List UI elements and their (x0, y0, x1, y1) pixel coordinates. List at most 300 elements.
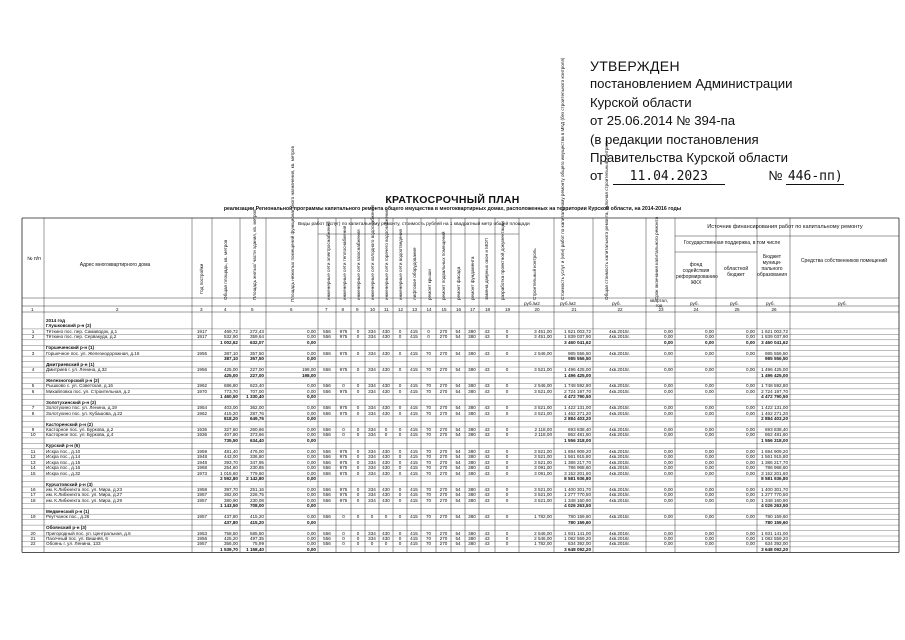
table-cell: 2 546,00 (534, 530, 552, 536)
table-cell: 270 (439, 448, 448, 454)
table-cell: 0 (356, 328, 360, 334)
table-cell: 1 400 301,70 (761, 486, 788, 492)
table-cell: 270 (439, 454, 448, 460)
table-cell: Рышково с. ул. Советская, д.16 (46, 383, 113, 389)
table-cell: 0 (356, 410, 360, 416)
table-cell: 430 (382, 334, 390, 340)
table-cell: 54 (455, 388, 461, 394)
table-cell: 4кв.2016г. (609, 541, 630, 547)
table-cell: 380 (468, 541, 476, 547)
table-cell: 0 (398, 432, 402, 438)
table-cell: 0 (342, 536, 345, 541)
table-cell: 0,00 (307, 541, 316, 547)
table-cell: 407,90 (223, 432, 238, 438)
table-cell: 1 748 592,80 (564, 383, 591, 389)
table-cell: 54 (455, 541, 461, 547)
table-cell: 0,00 (664, 328, 673, 334)
table-cell: 270 (439, 328, 448, 334)
table-cell: 21 (30, 536, 36, 541)
table-cell: 380 (468, 432, 476, 438)
group-row: Золотухинский р-н (2) (46, 399, 97, 405)
table-cell: 430 (382, 350, 390, 356)
table-cell: 556 (323, 536, 331, 541)
table-cell: 0,00 (307, 470, 316, 476)
table-cell: 556 (323, 465, 331, 471)
table-cell: 270 (439, 427, 448, 432)
table-cell: 0,00 (705, 328, 714, 334)
subtotal-cell: 3 648 092,20 (564, 546, 591, 552)
table-cell: 393,70 (223, 459, 238, 465)
table-cell: 0,00 (746, 497, 755, 503)
table-cell: 0 (398, 465, 402, 471)
table-cell: 862 481,60 (765, 432, 788, 438)
table-cell: 0 (505, 514, 509, 520)
table-cell: 4кв.2015г. (609, 514, 630, 520)
table-cell: 22 (30, 541, 36, 547)
subtotal-cell: 0,00 (307, 394, 316, 400)
table-cell: 415 (410, 454, 418, 460)
table-cell: 415 (410, 465, 418, 471)
column-number: 9 (356, 306, 359, 312)
table-cell: 4кв.2015г. (609, 497, 630, 503)
table-cell: 18 (30, 497, 36, 503)
table-cell: 0,00 (664, 459, 673, 465)
table-cell: 0,00 (664, 536, 673, 541)
subtotal-cell: 1 330,40 (246, 394, 264, 400)
table-cell: 758,50 (223, 530, 238, 536)
table-cell: 0 (342, 432, 345, 438)
table-cell: 707,00 (249, 388, 264, 394)
table-cell: 1917 (196, 328, 208, 334)
subtotal-cell: 2 884 403,20 (564, 416, 591, 422)
table-cell: 779,60 (249, 470, 264, 476)
table-cell: 0 (505, 465, 509, 471)
table-cell: 975 (339, 454, 348, 460)
table-cell: 43 (484, 492, 490, 498)
table-cell: 0,00 (307, 536, 316, 541)
table-cell: 430 (382, 459, 390, 465)
table-cell: 270 (439, 432, 448, 438)
table-cell: 382,00 (223, 492, 238, 498)
table-cell: 0,00 (705, 432, 714, 438)
table-cell: 380 (468, 334, 476, 340)
table-cell: 4кв.2015г. (609, 465, 630, 471)
table-cell: 1 839 037,90 (761, 334, 788, 340)
table-cell: 54 (455, 383, 461, 389)
table-cell: 430 (382, 448, 390, 454)
table-cell: 1936 (196, 427, 208, 432)
table-cell: 380 (468, 448, 476, 454)
table-cell: 3 091,00 (534, 465, 552, 471)
table-cell: 443,00 (223, 454, 238, 460)
table-cell: 0,00 (307, 454, 316, 460)
table-cell: 0,00 (664, 497, 673, 503)
table-cell: им. К.Либкнехта пос. ул. Мира, д.29 (46, 497, 123, 503)
approval-line-2: Курской области (590, 94, 692, 110)
table-cell: 0,00 (746, 383, 755, 389)
table-cell: 469,72 (223, 328, 238, 334)
table-cell: 0,00 (307, 530, 316, 536)
table-cell: Искра пос., д.10 (46, 448, 81, 454)
table-cell: 415 (410, 514, 418, 520)
table-cell: 0 (398, 427, 402, 432)
table-cell: 1 782,00 (534, 541, 552, 547)
table-cell: 0 (505, 530, 509, 536)
table-cell: 0 (398, 536, 402, 541)
table-cell: 4кв.2015г. (609, 454, 630, 460)
subtotal-cell: 2 142,80 (246, 476, 264, 482)
table-cell: 3 521,00 (534, 497, 552, 503)
table-cell: 2 546,00 (534, 536, 552, 541)
table-cell: 1 277 770,50 (761, 492, 788, 498)
subtotal-cell: 0,00 (664, 339, 673, 345)
table-cell: 54 (455, 497, 461, 503)
table-cell: 270 (439, 492, 448, 498)
table-cell: 556 (323, 454, 331, 460)
group-row: Железногорский р-н (2) (46, 377, 100, 383)
column-number: 5 (251, 306, 254, 312)
table-cell: 357,50 (249, 350, 264, 356)
subtotal-cell: 780 159,60 (765, 519, 788, 525)
subtotal-cell: 0,00 (307, 546, 316, 552)
table-cell: 1 082 559,20 (761, 536, 788, 541)
table-cell: 70 (425, 514, 432, 520)
table-cell: 415 (410, 350, 418, 356)
table-cell: 0,00 (746, 541, 755, 547)
table-cell: 556 (323, 328, 331, 334)
table-cell: 3 451,00 (534, 328, 552, 334)
table-cell: Золотухино пос. ул. Ленина, д.19 (46, 405, 117, 411)
table-cell: 54 (455, 454, 461, 460)
table-cell: 1958 (196, 486, 208, 492)
table-cell: 0 (398, 530, 402, 536)
table-cell: 70 (425, 454, 432, 460)
table-cell: 0 (356, 367, 360, 373)
table-cell: 54 (455, 486, 461, 492)
table-cell: 230,85 (249, 465, 264, 471)
table-cell: 43 (484, 530, 490, 536)
table-cell: 0,00 (307, 465, 316, 471)
table-cell: 556 (323, 334, 331, 340)
column-number: 20 (534, 306, 540, 312)
header-deadline: Срок окончания капитального ремонта (654, 216, 659, 300)
table-cell: 254,60 (223, 465, 238, 471)
table-cell: 0,00 (307, 410, 316, 416)
column-number: 18 (485, 306, 491, 312)
table-cell: 2 (31, 334, 35, 340)
table-cell: 43 (484, 541, 490, 547)
table-cell: 54 (455, 410, 461, 416)
table-cell: 17 (30, 492, 36, 498)
unit-22: квартал, год (650, 298, 668, 308)
table-cell: 70 (425, 497, 432, 503)
subtotal-cell: 649,76 (249, 416, 264, 422)
table-cell: 0,00 (746, 334, 755, 340)
table-cell: 380 (468, 405, 476, 411)
table-cell: 11 (30, 448, 36, 454)
table-cell: 0 (398, 459, 402, 465)
table-cell: 0 (370, 514, 374, 520)
table-cell: 380 (468, 427, 476, 432)
table-cell: 334 (368, 492, 376, 498)
table-cell: 430 (382, 536, 390, 541)
table-cell: 0 (356, 486, 360, 492)
subtotal-cell: 2 592,80 (220, 476, 238, 482)
column-number: 1 (31, 306, 34, 312)
table-cell: 0 (342, 427, 345, 432)
table-cell: 0 (505, 367, 509, 373)
header-state-support: Государственная поддержка, в том числе (683, 240, 781, 246)
table-cell: 0 (398, 541, 402, 547)
header-control: Строительный контроль (532, 248, 537, 300)
unit-20: руб./м2 (560, 301, 576, 306)
table-cell: 1948 (196, 454, 208, 460)
table-cell: 556 (323, 459, 331, 465)
table-cell: 334 (368, 350, 376, 356)
table-cell: 0 (356, 432, 360, 438)
table-cell: 70 (425, 536, 432, 541)
table-cell: 362,00 (249, 405, 264, 411)
table-cell: 70 (425, 486, 432, 492)
table-cell: 975 (339, 405, 348, 411)
header-w6: инженерные сети водоотведения (398, 229, 403, 300)
table-cell: 975 (339, 470, 348, 476)
table-cell: Золотухино пос. ул. Кубашова, д.22 (46, 410, 123, 416)
table-cell: 415 (410, 448, 418, 454)
table-cell: 1948 (196, 459, 208, 465)
header-w7: лифтовое оборудование (412, 247, 417, 300)
table-cell: 1 561 915,80 (761, 454, 788, 460)
table-cell: 0,00 (307, 328, 316, 334)
column-number: 21 (571, 306, 577, 312)
table-cell: 0,00 (746, 486, 755, 492)
subtotal-cell: 0,00 (307, 476, 316, 482)
table-cell: 270 (439, 383, 448, 389)
group-row: Глушковский р-н (2) (46, 323, 92, 329)
approval-line-5: Правительства Курской области (590, 150, 789, 166)
table-cell: 270 (439, 350, 448, 356)
table-cell: 430 (382, 497, 390, 503)
table-cell: 70 (425, 432, 432, 438)
table-cell: 0 (398, 367, 402, 373)
table-cell: Касторное пос. ул. Буркова, д.4 (46, 432, 114, 438)
table-cell: 334 (368, 536, 376, 541)
table-cell: 270 (439, 541, 448, 547)
table-cell: 2 546,00 (534, 350, 552, 356)
table-cell: 380 (468, 536, 476, 541)
table-cell: 334 (368, 328, 376, 334)
table-cell: 0,00 (746, 388, 755, 394)
approval-number-label: № (768, 168, 783, 184)
table-cell: 430 (382, 486, 390, 492)
table-cell: 4кв.2016г. (609, 536, 630, 541)
plan-subtitle: реализации Региональной программы капитального ремонта общего имущества в многоквартирных домах, расположенных на территории Курской области, на 2014-2016 годы (223, 206, 682, 212)
table-cell: им. К.Либкнехта пос. ул. Мира, д.27 (46, 492, 123, 498)
table-cell: 0 (505, 454, 509, 460)
header-works-group: Виды работ (услуг) по капитальному ремонту, стоимость рублей на 1 квадратный метр общей площади (298, 222, 530, 227)
table-cell: 1954 (196, 405, 208, 411)
table-cell: 1962 (196, 410, 208, 416)
table-cell: 556 (323, 470, 331, 476)
table-cell: 0,00 (307, 427, 316, 432)
table-cell: 430 (382, 465, 390, 471)
table-cell: 380 (468, 328, 476, 334)
table-cell: 0 (342, 514, 345, 520)
table-cell: 3 521,00 (534, 388, 552, 394)
table-cell: 1936 (196, 432, 208, 438)
table-cell: Тёткино пос. пер. Сервакуда, д.2 (46, 334, 117, 340)
table-cell: 0,00 (705, 367, 714, 373)
table-cell: 0 (384, 427, 388, 432)
table-cell: 0 (398, 388, 402, 394)
table-cell: 0,00 (307, 388, 316, 394)
table-cell: 430 (382, 530, 390, 536)
table-cell: 0 (356, 470, 360, 476)
table-cell: 0,00 (664, 334, 673, 340)
table-cell: 985 556,50 (765, 350, 788, 356)
table-cell: 43 (484, 497, 490, 503)
table-cell: 270 (439, 459, 448, 465)
table-cell: 975 (339, 486, 348, 492)
table-cell: 270 (439, 530, 448, 536)
table-cell: 2 724 197,70 (564, 388, 591, 394)
subtotal-cell: 8 581 936,80 (564, 476, 591, 482)
subtotal-cell: 0,00 (307, 356, 316, 362)
unit-26: руб. (838, 301, 847, 306)
table-cell: 0,00 (664, 448, 673, 454)
table-cell: 0 (505, 541, 509, 547)
table-cell: 70 (425, 492, 432, 498)
table-cell: 334 (368, 432, 376, 438)
table-cell: 0 (356, 536, 360, 541)
table-cell: 1957 (196, 514, 208, 520)
table-cell: 0,00 (746, 448, 755, 454)
table-cell: 0 (356, 383, 360, 389)
table-cell: 975 (339, 465, 348, 471)
table-cell: 13 (30, 459, 36, 465)
column-number: 8 (341, 306, 345, 312)
table-cell: 1957 (196, 492, 208, 498)
table-cell: 4кв.2015г. (609, 432, 630, 438)
table-cell: 387,10 (223, 350, 238, 356)
table-cell: 1 348 160,90 (564, 497, 591, 503)
table-cell: 0,00 (746, 405, 755, 411)
table-cell: 430 (382, 367, 390, 373)
table-cell: 0,00 (307, 405, 316, 411)
table-cell: 54 (455, 328, 461, 334)
table-cell: 327,60 (223, 427, 238, 432)
table-cell: 556 (323, 448, 331, 454)
table-cell: 780 159,60 (568, 514, 591, 520)
table-cell: 43 (484, 536, 490, 541)
table-cell: 0 (342, 383, 345, 389)
table-cell: 4кв.2015г. (609, 367, 630, 373)
column-number: 14 (426, 306, 432, 312)
table-cell: 0,00 (307, 497, 316, 503)
table-cell: 975 (339, 497, 348, 503)
table-cell: 4кв.2015г. (609, 383, 630, 389)
table-cell: 0,00 (746, 465, 755, 471)
unit-25: руб. (766, 301, 775, 306)
table-cell: 0,00 (307, 486, 316, 492)
table-cell: 0 (505, 383, 509, 389)
table-cell: 693 838,40 (568, 427, 591, 432)
table-cell: 1 082 559,20 (564, 536, 591, 541)
header-w13: разработка проектной документации (500, 221, 505, 300)
table-cell: 430 (382, 388, 390, 394)
table-cell: 0 (356, 388, 360, 394)
table-cell: 1957 (196, 497, 208, 503)
table-cell: 556 (323, 492, 331, 498)
subtotal-cell: 0,00 (705, 339, 714, 345)
header-premises: Площадь жилых/ части здания, кв. метров (252, 209, 257, 300)
table-cell: 10 (30, 432, 36, 438)
table-cell: 75,99 (252, 541, 264, 547)
table-cell: 3 521,00 (534, 486, 552, 492)
table-cell: 556 (323, 427, 331, 432)
table-cell: 634 392,00 (568, 541, 591, 547)
table-cell: 43 (484, 350, 490, 356)
table-cell: 270 (439, 514, 448, 520)
table-cell: 415 (410, 541, 418, 547)
table-cell: 4кв.2015г. (609, 328, 630, 334)
table-cell: 1 462 271,20 (761, 410, 788, 416)
subtotal-cell: 985 556,50 (765, 356, 788, 362)
table-cell: 430 (382, 470, 390, 476)
table-cell: 334 (368, 465, 376, 471)
subtotal-cell: 708,00 (249, 503, 264, 509)
table-cell: 1 782,00 (534, 514, 552, 520)
table-cell: 270 (439, 388, 448, 394)
table-cell: 0,00 (746, 459, 755, 465)
header-w11: ремонт фундамента (470, 256, 475, 300)
table-cell: 334 (368, 530, 376, 536)
table-cell: 54 (455, 334, 461, 340)
subtotal-cell: 4 472 790,50 (564, 394, 591, 400)
column-number: 13 (412, 306, 418, 312)
table-cell: 3 521,00 (534, 492, 552, 498)
table-cell: 0 (505, 405, 509, 411)
header-w10: ремонт фасада (456, 266, 461, 300)
table-cell: 272,43 (249, 328, 264, 334)
subtotal-cell: 425,00 (223, 372, 238, 378)
table-cell: 8 (31, 410, 35, 416)
table-cell: 287,76 (249, 410, 264, 416)
table-cell: 1 015,60 (220, 470, 238, 476)
group-row: Касторенский р-н (2) (46, 421, 93, 427)
table-cell: 0 (384, 432, 388, 438)
table-cell: 0 (398, 448, 402, 454)
table-cell: 0 (398, 383, 402, 389)
table-cell: 70 (425, 427, 432, 432)
table-cell: 786 968,60 (568, 465, 591, 471)
table-cell: 0,00 (705, 541, 714, 547)
table-cell: 2 546,00 (534, 383, 552, 389)
table-cell: 0,00 (307, 350, 316, 356)
table-cell: 0 (356, 350, 360, 356)
table-cell: 0 (398, 454, 402, 460)
header-w8: ремонт крыши (427, 269, 432, 300)
table-cell: 437,80 (223, 514, 238, 520)
table-cell: Искра пос., д.15 (46, 459, 81, 465)
table-cell: 556 (323, 350, 331, 356)
header-num: № п/п (27, 256, 41, 262)
table-cell: 54 (455, 492, 461, 498)
table-cell: Реутчанок пос., д.26 (46, 514, 90, 520)
table-cell: 380 (468, 459, 476, 465)
table-cell: Искра пос., д.32 (46, 470, 81, 476)
table-cell: 4кв.2015г. (609, 492, 630, 498)
